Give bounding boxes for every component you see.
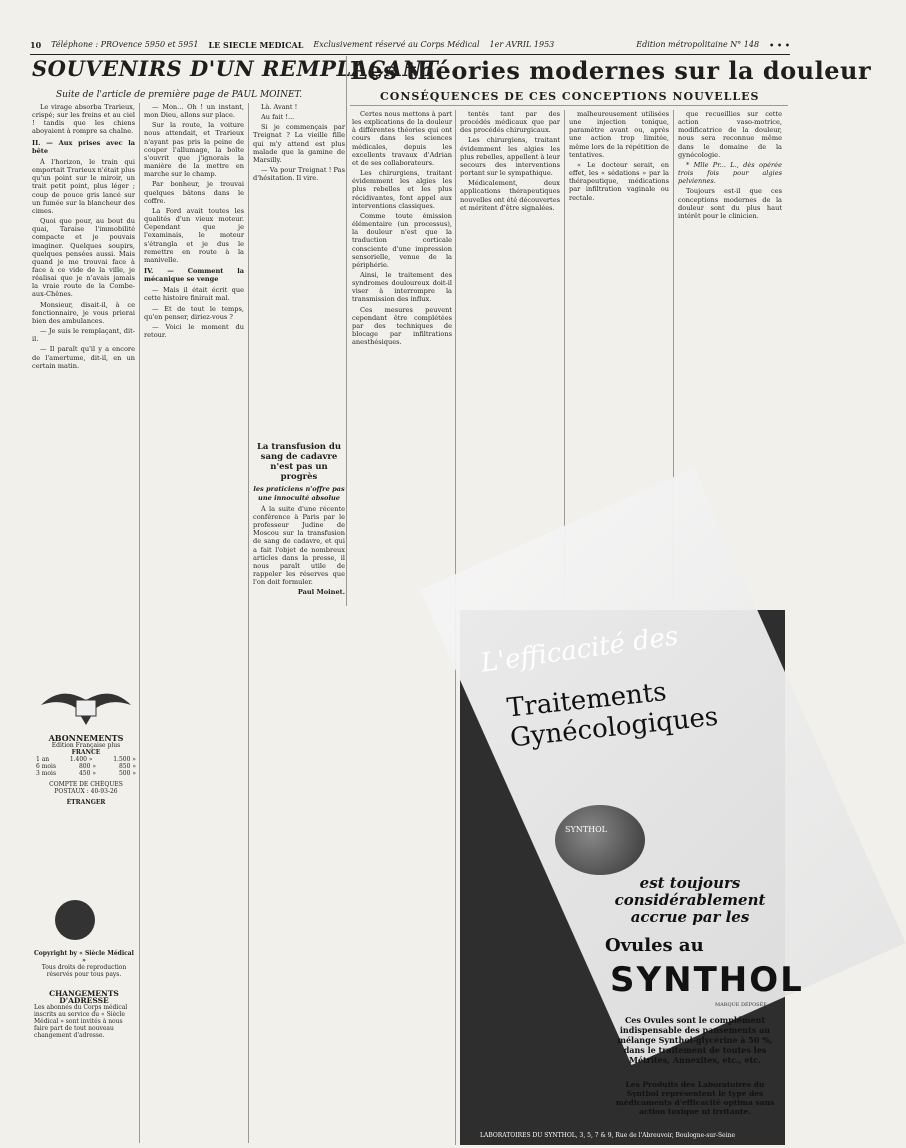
ad-footer: LABORATOIRES DU SYNTHOL, 3, 5, 7 & 9, Rue de l'Abreuvoir, Boulogne-sur-Seine bbox=[480, 1132, 736, 1139]
ad-line-2: Ovules au bbox=[605, 935, 704, 956]
ad-brand: SYNTHOL bbox=[610, 960, 804, 1000]
foreign-label: ÉTRANGER bbox=[66, 799, 106, 806]
rate-label: 6 mois bbox=[36, 763, 57, 770]
section-title: II. — Aux prises avec la bête bbox=[32, 138, 135, 155]
paragraph: À l'horizon, le train qui emportait Trarieux n'était plus qu'un point sur le miroir, un trait petit point, plus léger ; coup de pouce gris lancé sur un fumée sur la blancheur des cimes. bbox=[32, 157, 135, 215]
copyright-box bbox=[34, 950, 134, 978]
publisher-logo-icon bbox=[55, 900, 95, 940]
header-rule bbox=[30, 54, 790, 55]
subscriptions-title: ABONNEMENTS bbox=[48, 733, 124, 743]
subscriptions-subtitle: Edition Française plus bbox=[51, 742, 121, 749]
rate-label: 1 an bbox=[36, 756, 50, 763]
rate-province: 850 » bbox=[118, 763, 136, 770]
paragraph: Certes nous mettons à part les explications de la douleur à différentes théories qui ont cours dans les sciences médicales, depuis les excellents travaux d'Adrian et de ses collaborateurs. bbox=[352, 110, 452, 167]
column-divider bbox=[139, 103, 140, 1143]
rate-label: 3 mois bbox=[36, 770, 57, 777]
subscriptions-box bbox=[36, 735, 136, 806]
paragraph: Comme toute émission élémentaire (un processus), la douleur n'est que la traduction corticale consciente d'une impression sensorielle, venue de la périphérie. bbox=[352, 211, 452, 269]
paragraph: La Ford avait toutes les qualités d'un vieux moteur. Cependant que je l'examinais, le moteur s'étrangla et je dus le remettre en route à la manivelle. bbox=[144, 206, 244, 264]
ad-line-1: est toujours considérablement accrue par les bbox=[614, 874, 766, 926]
postal-account: COMPTE DE CHÈQUES POSTAUX : 40-93-26 bbox=[49, 781, 123, 795]
paragraph: — Voici le moment du retour. bbox=[144, 322, 244, 340]
paragraph: — Il paraît qu'il y a encore de l'amertume, dit-il, en un certain matin. bbox=[32, 345, 135, 370]
rate-province: 1.500 » bbox=[113, 756, 136, 763]
page-number: 10 bbox=[30, 40, 42, 50]
column-2 bbox=[144, 103, 244, 1143]
paragraph: Sur la route, la voiture nous attendait, et Trarieux n'ayant pas pris la peine de couper l'allumage, la boîte s'ouvrit que j'ignorais la manière de la mettre en marche sur le champ. bbox=[144, 121, 244, 179]
paragraph: — Va pour Treignat ! Pas d'hésitation. Il vire. bbox=[253, 166, 345, 183]
ad-slogan: L'efficacité des bbox=[478, 621, 681, 679]
ad-title: Traitements Gynécologiques bbox=[505, 677, 720, 754]
rate-province: 500 » bbox=[118, 770, 136, 777]
paragraph: Le virage absorba Trarieux, crispé; sur les freins et au ciel ! tandis que les chiens aboyaient à rompre sa chaîne. bbox=[32, 103, 135, 136]
paragraph: Monsieur, disait-il, à ce fonctionnaire, je vous prierai bien des ambulances. bbox=[32, 300, 135, 325]
paragraph: tentés tant par des procédés médicaux que par des procédés chirurgicaux. bbox=[460, 110, 560, 135]
paragraph: Là. Avant ! bbox=[261, 103, 298, 111]
header-dots: • • • bbox=[769, 40, 790, 50]
copyright-title: Copyright by « Siècle Médical » bbox=[34, 950, 134, 964]
paragraph: malheureusement utilisées une injection tonique, paramètre avant ou, après une action trop limitée, même lors de la répétition de tentatives. bbox=[569, 110, 669, 159]
right-headline: Les théories modernes sur la douleur bbox=[350, 56, 872, 85]
eagle-emblem-icon bbox=[36, 680, 136, 730]
subhead-rule bbox=[350, 105, 788, 106]
rate-row bbox=[36, 763, 136, 770]
paragraph: Les chirurgiens, traitant évidemment les algies les plus rebelles et les plus récidivantes, font appel aux interventions classiques. bbox=[352, 169, 452, 210]
right-subhead: CONSÉQUENCES DE CES CONCEPTIONS NOUVELLES bbox=[380, 90, 760, 103]
paragraph: À la suite d'une récente conférence à Paris par le professeur Judine de Moscou sur la transfusion de sang de cadavre, et qui a fait l'objet de nombreux articles dans la presse, il nous paraît utile de rappeler les réserves que l'on doit formuler. bbox=[253, 504, 345, 587]
paragraph: — Je suis le remplaçant, dit-il. bbox=[32, 327, 135, 344]
left-byline: Suite de l'article de première page de PAUL MOINET. bbox=[56, 90, 303, 100]
rate-row bbox=[36, 756, 136, 763]
paragraph: Médicalement, deux applications thérapeutiques nouvelles ont été découvertes et méritent d'être signalées. bbox=[460, 179, 560, 212]
paragraph: « Le docteur serait, en effet, les « sédations » par la thérapeutique, médications par infiltration vaginale ou rectale. bbox=[569, 160, 669, 202]
paragraph: * Mlle Pr... L., dès opérée trois fois pour algies pelviennes. bbox=[678, 160, 782, 186]
paragraph: Si je commençais par Treignat ? La vieille fille qui m'y attend est plus malade que la gamine de Marsilly. bbox=[253, 123, 345, 164]
left-headline: SOUVENIRS D'UN REMPLAÇANT bbox=[32, 56, 439, 81]
column-1 bbox=[32, 103, 135, 673]
paragraph: — Et de tout le temps, qu'en penser, diriez-vous ? bbox=[144, 304, 244, 321]
phone: Téléphone : PROvence 5950 et 5951 bbox=[51, 40, 199, 49]
ad-brand-note: MARQUE DÉPOSÉE bbox=[715, 1002, 767, 1008]
rate-paris: 450 » bbox=[78, 770, 97, 777]
paragraph: Ainsi, le traitement des syndromes douloureux doit-il viser à interrompre la transmission des influx. bbox=[352, 270, 452, 304]
ad-body-2: Les Produits des Laboratoires du Synthol représentent le type des médicaments d'efficacité optima sans action toxique ni irritante. bbox=[615, 1080, 775, 1116]
paragraph: — Mais il était écrit que cette histoire finirait mal. bbox=[144, 286, 244, 303]
transfusion-subhead: les praticiens n'offre pas une innocuité absolue bbox=[253, 485, 345, 502]
page-header bbox=[30, 40, 790, 52]
synthol-advertisement bbox=[460, 610, 804, 1145]
edition: Edition métropolitaine N° 148 bbox=[636, 40, 760, 49]
paragraph: Toujours est-il que ces conceptions modernes de la douleur sont du plus haut intérêt pour le clinicien. bbox=[678, 187, 782, 220]
transfusion-headline: La transfusion du sang de cadavre n'est pas un progrès bbox=[256, 442, 342, 483]
rate-row bbox=[36, 770, 136, 777]
journal-name: LE SIECLE MEDICAL bbox=[208, 40, 304, 50]
ovule-label: SYNTHOL bbox=[565, 825, 607, 834]
column-3 bbox=[253, 103, 345, 1143]
rate-paris: 800 » bbox=[78, 763, 97, 770]
signature: Paul Moinet. bbox=[297, 588, 345, 597]
address-changes-box bbox=[34, 990, 134, 1039]
issue-date: 1er AVRIL 1953 bbox=[489, 40, 555, 49]
paragraph: — Mon... Oh ! un instant, mon Dieu, allons sur place. bbox=[144, 103, 244, 120]
ovule-icon bbox=[555, 805, 645, 875]
paragraph: Ces mesures peuvent cependant être complétées par des techniques de blocage par infiltrations anesthésiques. bbox=[352, 305, 452, 347]
column-divider bbox=[346, 56, 347, 606]
france-label: FRANCE bbox=[71, 749, 101, 756]
rate-paris: 1.400 » bbox=[69, 756, 93, 763]
section-title: IV. — Comment la mécanique se venge bbox=[144, 266, 244, 284]
address-changes-text: Les abonnés du Corps médical inscrits au service du « Siècle Médical » sont invités à nous faire part de tout nouveau changement d'adresse. bbox=[34, 1004, 128, 1039]
paragraph: Quoi que pour, au bout du quai, Taraise l'immobilité compacte et je pouvais imaginer. Quelques soupirs, quelques pensées aussi. Mais quand je me trouvai face à face à ce vide de la ville, je réalisai que je n'avais jamais la vraie route de la Combe-aux-Chênes. bbox=[32, 217, 135, 299]
reserved-note: Exclusivement réservé au Corps Médical bbox=[313, 40, 480, 49]
paragraph: que recueillies sur cette action vaso-motrice, modificatrice de la douleur, nous sera reconnue même dans le domaine de la gynécologie. bbox=[678, 110, 782, 159]
paragraph: Les chirurgiens, traitant évidemment les algies les plus rebelles, appellent à leur secours des interventions portant sur le sympathique. bbox=[460, 136, 560, 178]
column-5 bbox=[460, 110, 560, 600]
paragraph: Au fait !... bbox=[261, 113, 295, 122]
copyright-text: Tous droits de reproduction réservés pour tous pays. bbox=[41, 964, 127, 978]
ad-body: Ces Ovules sont le complément indispensable des pansements au mélange Synthol-glycérine à 50 %, dans le traitement de toutes les Métrites, Annexites, etc., etc. bbox=[617, 1015, 773, 1065]
paragraph: Par bonheur, je trouvai quelques bâtons dans le coffre. bbox=[144, 180, 244, 205]
column-divider bbox=[248, 103, 249, 1143]
address-changes-title: CHANGEMENTS D'ADRESSE bbox=[49, 989, 119, 1005]
